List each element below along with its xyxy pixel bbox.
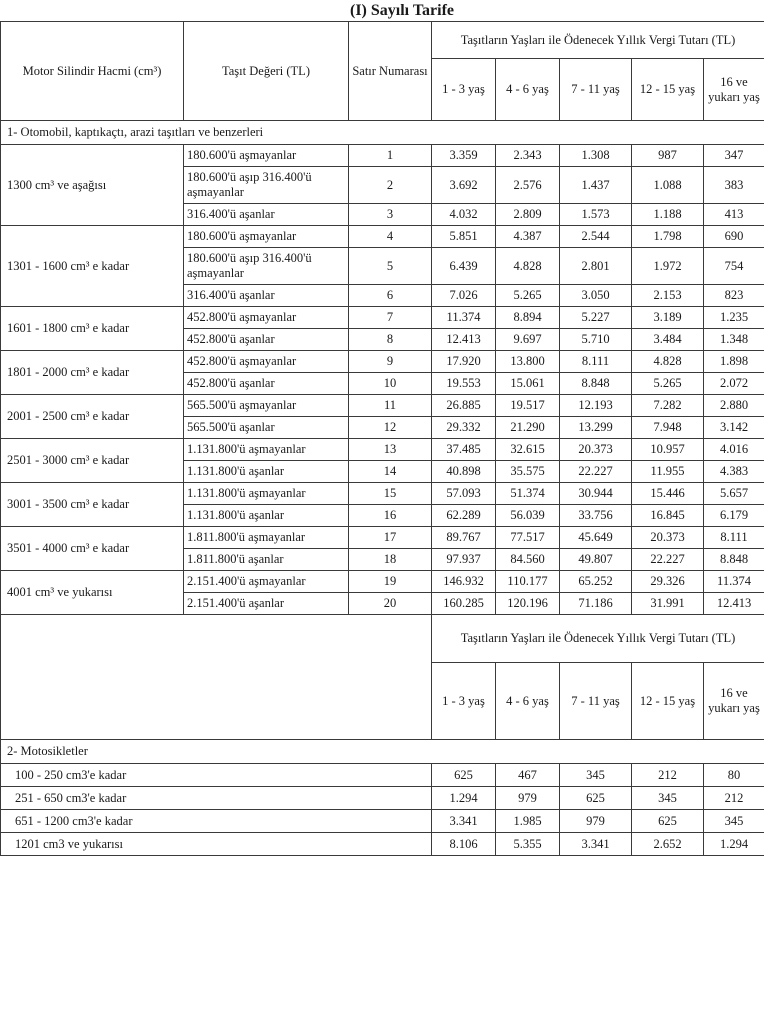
vehicle-value-cell: 180.600'ü aşıp 316.400'ü aşmayanlar (184, 248, 349, 285)
tax-amount-cell: 21.290 (496, 417, 560, 439)
tax-amount-cell: 19.553 (432, 373, 496, 395)
tax-amount-cell: 2.072 (704, 373, 764, 395)
tax-amount-cell: 71.186 (560, 593, 632, 615)
tax-amount-cell: 7.026 (432, 285, 496, 307)
tax-amount-cell: 8.111 (560, 351, 632, 373)
tax-amount-cell: 212 (632, 764, 704, 787)
tax-amount-cell: 4.383 (704, 461, 764, 483)
row-number-cell: 2 (349, 167, 432, 204)
vehicle-value-cell: 1.131.800'ü aşanlar (184, 461, 349, 483)
tax-amount-cell: 2.652 (632, 833, 704, 856)
row-number-cell: 11 (349, 395, 432, 417)
table-row (1, 483, 764, 505)
vehicle-value-cell: 452.800'ü aşanlar (184, 373, 349, 395)
vehicle-value-cell: 1.131.800'ü aşmayanlar (184, 439, 349, 461)
vehicle-value-cell: 1.811.800'ü aşanlar (184, 549, 349, 571)
tax-amount-cell: 690 (704, 226, 764, 248)
page-title: (I) Sayılı Tarife (349, 2, 454, 19)
tax-amount-cell: 413 (704, 204, 764, 226)
engine-capacity-cell: 1301 - 1600 cm³ e kadar (1, 226, 184, 307)
tax-amount-cell: 1.437 (560, 167, 632, 204)
header-value: Taşıt Değeri (TL) (184, 22, 349, 121)
tax-amount-cell: 62.289 (432, 505, 496, 527)
vehicle-value-cell: 1.131.800'ü aşanlar (184, 505, 349, 527)
engine-capacity-cell: 1601 - 1800 cm³ e kadar (1, 307, 184, 351)
tax-amount-cell: 15.446 (632, 483, 704, 505)
tax-amount-cell: 19.517 (496, 395, 560, 417)
tax-amount-cell: 2.343 (496, 145, 560, 167)
tax-amount-cell: 146.932 (432, 571, 496, 593)
tax-amount-cell: 1.985 (496, 810, 560, 833)
tax-amount-cell: 979 (496, 787, 560, 810)
section2-header-row (1, 615, 764, 663)
tax-amount-cell: 987 (632, 145, 704, 167)
section2-header-age-col: 7 - 11 yaş (560, 663, 632, 740)
tax-amount-cell: 29.332 (432, 417, 496, 439)
tax-amount-cell: 823 (704, 285, 764, 307)
row-number-cell: 9 (349, 351, 432, 373)
tax-amount-cell: 4.387 (496, 226, 560, 248)
tax-amount-cell: 13.299 (560, 417, 632, 439)
tax-amount-cell: 1.348 (704, 329, 764, 351)
row-number-cell: 17 (349, 527, 432, 549)
motorcycle-engine-cell: 1201 cm3 ve yukarısı (1, 833, 432, 856)
vehicle-value-cell: 452.800'ü aşmayanlar (184, 307, 349, 329)
header-age-col: 7 - 11 yaş (560, 59, 632, 121)
tax-amount-cell: 1.898 (704, 351, 764, 373)
tax-amount-cell: 11.955 (632, 461, 704, 483)
tax-amount-cell: 8.111 (704, 527, 764, 549)
row-number-cell: 5 (349, 248, 432, 285)
tax-amount-cell: 5.355 (496, 833, 560, 856)
section2-blank-cell (1, 615, 432, 740)
row-number-cell: 16 (349, 505, 432, 527)
header-age-col: 12 - 15 yaş (632, 59, 704, 121)
tax-amount-cell: 2.880 (704, 395, 764, 417)
tax-amount-cell: 2.576 (496, 167, 560, 204)
engine-capacity-cell: 1300 cm³ ve aşağısı (1, 145, 184, 226)
header-age-col: 1 - 3 yaş (432, 59, 496, 121)
header-row-number: Satır Numarası (349, 22, 432, 121)
tax-amount-cell: 35.575 (496, 461, 560, 483)
table-row (1, 833, 764, 856)
tax-amount-cell: 1.972 (632, 248, 704, 285)
vehicle-value-cell: 316.400'ü aşanlar (184, 285, 349, 307)
tax-amount-cell: 3.359 (432, 145, 496, 167)
table-row (1, 439, 764, 461)
tax-amount-cell: 7.948 (632, 417, 704, 439)
vehicle-value-cell: 2.151.400'ü aşmayanlar (184, 571, 349, 593)
section2-header-age-col: 4 - 6 yaş (496, 663, 560, 740)
tax-amount-cell: 26.885 (432, 395, 496, 417)
tax-amount-cell: 6.179 (704, 505, 764, 527)
tax-amount-cell: 30.944 (560, 483, 632, 505)
tax-amount-cell: 2.544 (560, 226, 632, 248)
motorcycle-engine-cell: 100 - 250 cm3'e kadar (1, 764, 432, 787)
tax-amount-cell: 56.039 (496, 505, 560, 527)
section-row (1, 740, 764, 764)
tax-amount-cell: 29.326 (632, 571, 704, 593)
section2-header-age-col: 1 - 3 yaş (432, 663, 496, 740)
tax-amount-cell: 3.142 (704, 417, 764, 439)
tax-amount-cell: 5.265 (496, 285, 560, 307)
engine-capacity-cell: 3501 - 4000 cm³ e kadar (1, 527, 184, 571)
tax-amount-cell: 979 (560, 810, 632, 833)
table-row (1, 307, 764, 329)
row-number-cell: 20 (349, 593, 432, 615)
vehicle-value-cell: 316.400'ü aşanlar (184, 204, 349, 226)
tax-amount-cell: 65.252 (560, 571, 632, 593)
vehicle-value-cell: 565.500'ü aşmayanlar (184, 395, 349, 417)
tax-amount-cell: 22.227 (560, 461, 632, 483)
tax-amount-cell: 5.657 (704, 483, 764, 505)
engine-capacity-cell: 3001 - 3500 cm³ e kadar (1, 483, 184, 527)
table-row (1, 226, 764, 248)
tax-amount-cell: 345 (704, 810, 764, 833)
tax-amount-cell: 383 (704, 167, 764, 204)
row-number-cell: 8 (349, 329, 432, 351)
tax-amount-cell: 13.800 (496, 351, 560, 373)
header-tax-group: Taşıtların Yaşları ile Ödenecek Yıllık Vergi Tutarı (TL) (432, 22, 764, 59)
row-number-cell: 1 (349, 145, 432, 167)
tax-amount-cell: 2.153 (632, 285, 704, 307)
tax-amount-cell: 3.692 (432, 167, 496, 204)
tax-amount-cell: 1.235 (704, 307, 764, 329)
tax-amount-cell: 1.294 (432, 787, 496, 810)
vehicle-value-cell: 452.800'ü aşanlar (184, 329, 349, 351)
section-row (1, 121, 764, 145)
tax-amount-cell: 3.484 (632, 329, 704, 351)
tax-amount-cell: 12.193 (560, 395, 632, 417)
table-row (1, 764, 764, 787)
motorcycle-engine-cell: 251 - 650 cm3'e kadar (1, 787, 432, 810)
tax-amount-cell: 1.088 (632, 167, 704, 204)
tax-amount-cell: 4.032 (432, 204, 496, 226)
engine-capacity-cell: 4001 cm³ ve yukarısı (1, 571, 184, 615)
tax-amount-cell: 11.374 (432, 307, 496, 329)
vehicle-value-cell: 180.600'ü aşıp 316.400'ü aşmayanlar (184, 167, 349, 204)
tax-amount-cell: 5.851 (432, 226, 496, 248)
tax-amount-cell: 4.828 (496, 248, 560, 285)
engine-capacity-cell: 1801 - 2000 cm³ e kadar (1, 351, 184, 395)
tax-amount-cell: 7.282 (632, 395, 704, 417)
tax-amount-cell: 625 (560, 787, 632, 810)
tax-amount-cell: 212 (704, 787, 764, 810)
tax-amount-cell: 97.937 (432, 549, 496, 571)
tax-amount-cell: 8.894 (496, 307, 560, 329)
tax-amount-cell: 1.798 (632, 226, 704, 248)
table-row (1, 571, 764, 593)
tax-amount-cell: 3.341 (432, 810, 496, 833)
tax-amount-cell: 12.413 (704, 593, 764, 615)
tax-amount-cell: 84.560 (496, 549, 560, 571)
tax-amount-cell: 625 (432, 764, 496, 787)
tax-amount-cell: 3.189 (632, 307, 704, 329)
vehicle-value-cell: 1.131.800'ü aşmayanlar (184, 483, 349, 505)
tax-amount-cell: 89.767 (432, 527, 496, 549)
table-row (1, 787, 764, 810)
row-number-cell: 12 (349, 417, 432, 439)
table-row (1, 810, 764, 833)
tax-amount-cell: 33.756 (560, 505, 632, 527)
tax-amount-cell: 4.828 (632, 351, 704, 373)
tax-amount-cell: 45.649 (560, 527, 632, 549)
tax-amount-cell: 1.573 (560, 204, 632, 226)
tax-amount-cell: 5.710 (560, 329, 632, 351)
tax-amount-cell: 345 (632, 787, 704, 810)
table-row (1, 145, 764, 167)
tax-amount-cell: 120.196 (496, 593, 560, 615)
tax-amount-cell: 77.517 (496, 527, 560, 549)
header-age-col: 4 - 6 yaş (496, 59, 560, 121)
tax-amount-cell: 12.413 (432, 329, 496, 351)
tax-amount-cell: 11.374 (704, 571, 764, 593)
header-row (1, 22, 764, 59)
tax-amount-cell: 5.227 (560, 307, 632, 329)
vehicle-value-cell: 180.600'ü aşmayanlar (184, 226, 349, 248)
tax-amount-cell: 8.848 (704, 549, 764, 571)
engine-capacity-cell: 2501 - 3000 cm³ e kadar (1, 439, 184, 483)
tax-amount-cell: 1.294 (704, 833, 764, 856)
row-number-cell: 19 (349, 571, 432, 593)
row-number-cell: 3 (349, 204, 432, 226)
tax-amount-cell: 49.807 (560, 549, 632, 571)
row-number-cell: 13 (349, 439, 432, 461)
vehicle-value-cell: 2.151.400'ü aşanlar (184, 593, 349, 615)
tax-amount-cell: 40.898 (432, 461, 496, 483)
tax-amount-cell: 754 (704, 248, 764, 285)
tax-amount-cell: 16.845 (632, 505, 704, 527)
table-row (1, 527, 764, 549)
tax-amount-cell: 57.093 (432, 483, 496, 505)
tax-amount-cell: 5.265 (632, 373, 704, 395)
tax-amount-cell: 37.485 (432, 439, 496, 461)
tax-amount-cell: 3.050 (560, 285, 632, 307)
tax-amount-cell: 20.373 (560, 439, 632, 461)
row-number-cell: 6 (349, 285, 432, 307)
row-number-cell: 4 (349, 226, 432, 248)
section-label-motorcycles: 2- Motosikletler (1, 740, 764, 764)
vehicle-value-cell: 180.600'ü aşmayanlar (184, 145, 349, 167)
row-number-cell: 14 (349, 461, 432, 483)
section2-header-age-col: 16 ve yukarı yaş (704, 663, 764, 740)
tax-amount-cell: 17.920 (432, 351, 496, 373)
tax-amount-cell: 32.615 (496, 439, 560, 461)
section2-header-age-col: 12 - 15 yaş (632, 663, 704, 740)
tax-amount-cell: 2.809 (496, 204, 560, 226)
vehicle-value-cell: 452.800'ü aşmayanlar (184, 351, 349, 373)
tax-amount-cell: 8.106 (432, 833, 496, 856)
tax-amount-cell: 6.439 (432, 248, 496, 285)
tax-amount-cell: 3.341 (560, 833, 632, 856)
row-number-cell: 7 (349, 307, 432, 329)
table-row (1, 395, 764, 417)
tax-amount-cell: 160.285 (432, 593, 496, 615)
table-row (1, 351, 764, 373)
tax-amount-cell: 2.801 (560, 248, 632, 285)
tax-amount-cell: 347 (704, 145, 764, 167)
tax-amount-cell: 1.188 (632, 204, 704, 226)
header-engine: Motor Silindir Hacmi (cm³) (1, 22, 184, 121)
tax-amount-cell: 345 (560, 764, 632, 787)
tax-amount-cell: 467 (496, 764, 560, 787)
tax-amount-cell: 625 (632, 810, 704, 833)
section-label-cars: 1- Otomobil, kaptıkaçtı, arazi taşıtları ve benzerleri (1, 121, 764, 145)
tax-amount-cell: 1.308 (560, 145, 632, 167)
tax-amount-cell: 8.848 (560, 373, 632, 395)
row-number-cell: 10 (349, 373, 432, 395)
tax-amount-cell: 10.957 (632, 439, 704, 461)
row-number-cell: 15 (349, 483, 432, 505)
header-age-col: 16 ve yukarı yaş (704, 59, 764, 121)
tax-amount-cell: 9.697 (496, 329, 560, 351)
vehicle-value-cell: 1.811.800'ü aşmayanlar (184, 527, 349, 549)
tax-amount-cell: 22.227 (632, 549, 704, 571)
tax-amount-cell: 20.373 (632, 527, 704, 549)
engine-capacity-cell: 2001 - 2500 cm³ e kadar (1, 395, 184, 439)
tariff-table (0, 21, 764, 856)
motorcycle-engine-cell: 651 - 1200 cm3'e kadar (1, 810, 432, 833)
tax-amount-cell: 80 (704, 764, 764, 787)
tax-amount-cell: 110.177 (496, 571, 560, 593)
vehicle-value-cell: 565.500'ü aşanlar (184, 417, 349, 439)
tax-amount-cell: 31.991 (632, 593, 704, 615)
row-number-cell: 18 (349, 549, 432, 571)
tax-amount-cell: 4.016 (704, 439, 764, 461)
tax-amount-cell: 15.061 (496, 373, 560, 395)
tax-amount-cell: 51.374 (496, 483, 560, 505)
section2-header-tax-group: Taşıtların Yaşları ile Ödenecek Yıllık Vergi Tutarı (TL) (432, 615, 764, 663)
